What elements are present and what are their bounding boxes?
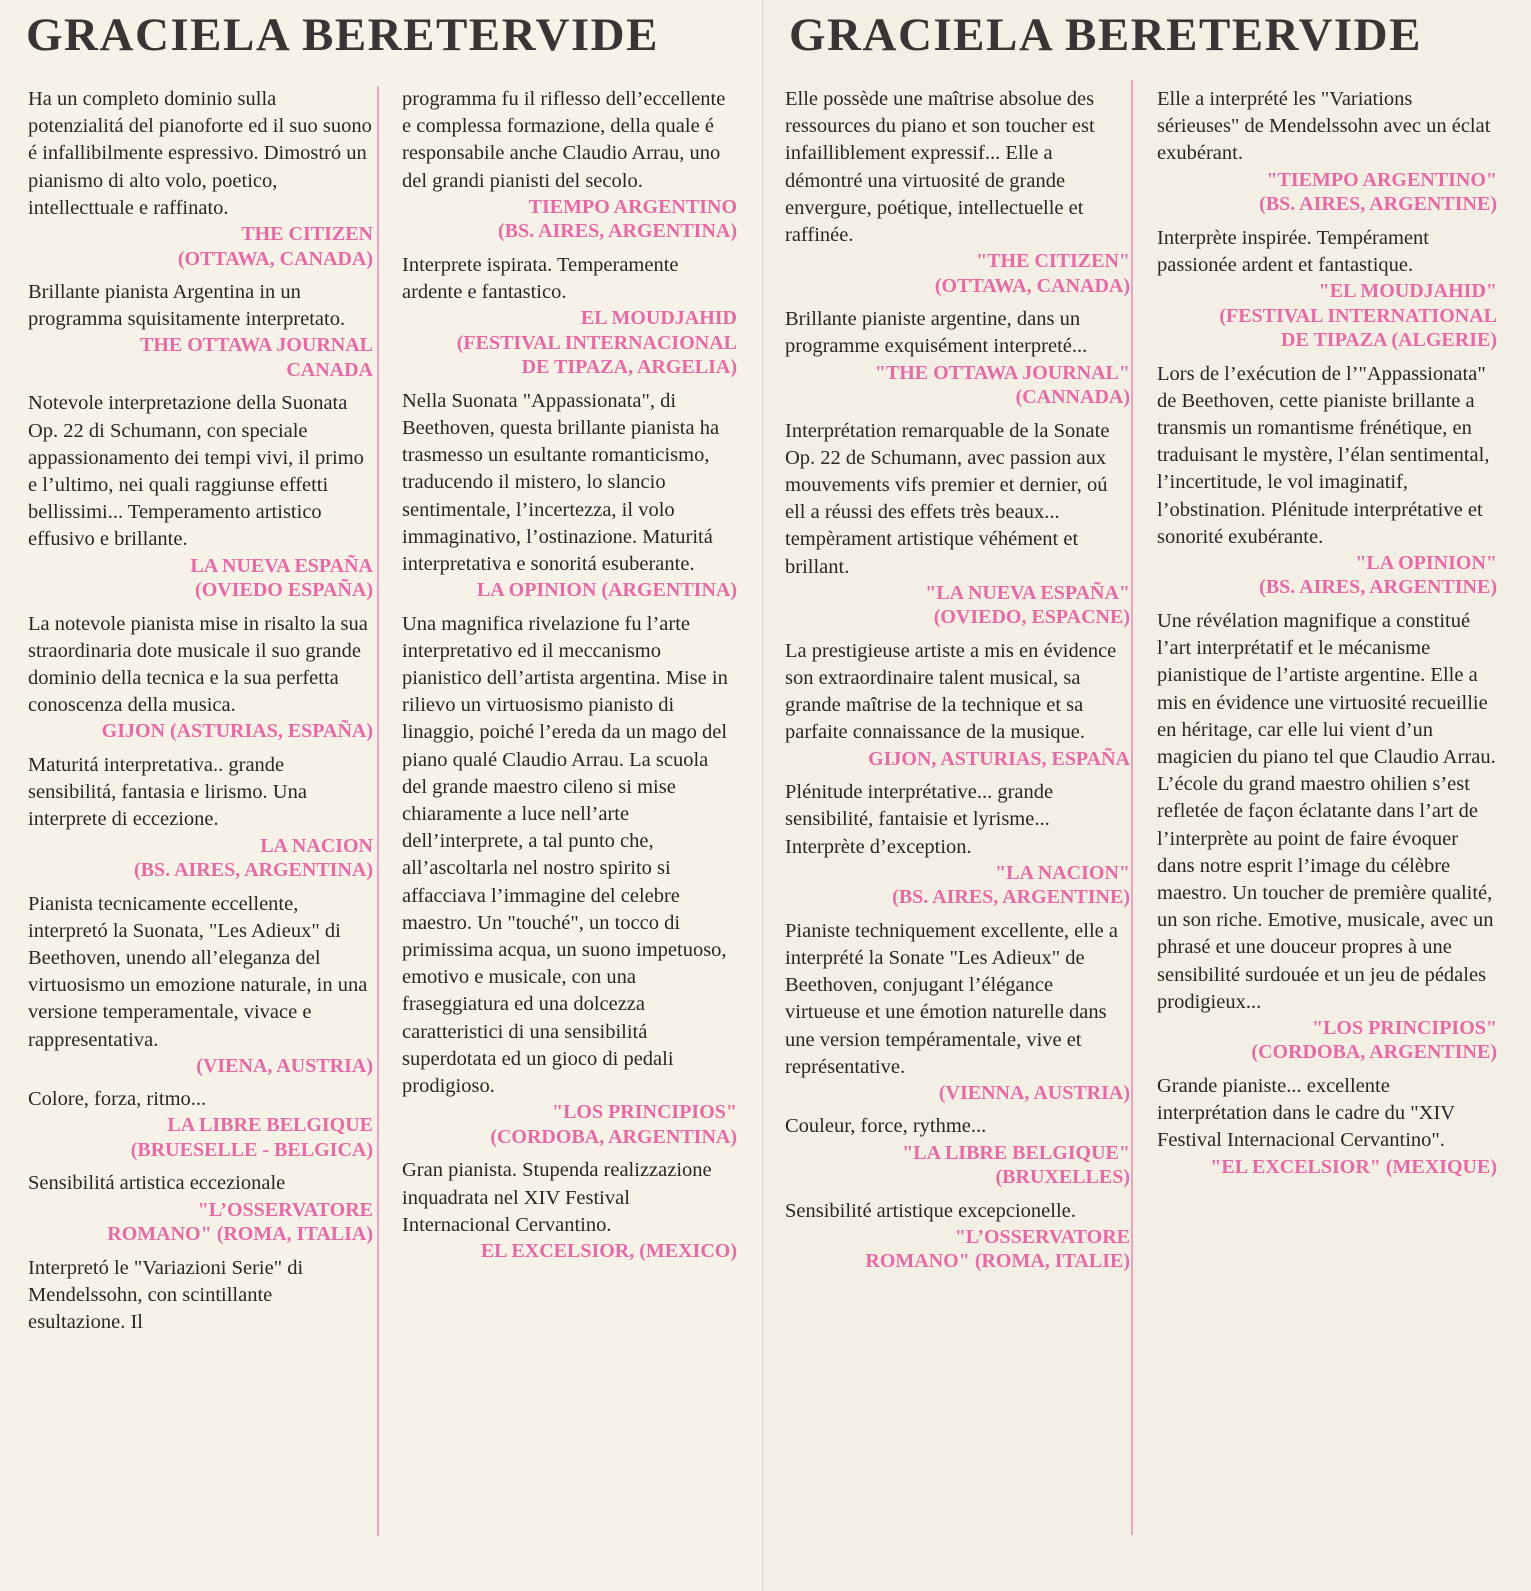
review-quote: La notevole pianista mise in risalto la sua straordinaria dote musicale il suo grande dominio della tecnica e la sua perfetta conoscenza della musica. (28, 612, 368, 717)
review-entry (28, 1255, 373, 1337)
review-entry (1157, 1073, 1497, 1179)
review-quote: Sensibilitá artistica eccezionale (28, 1172, 286, 1195)
source-line: (FESTIVAL INTERNATIONAL (1219, 304, 1497, 327)
review-entry (785, 86, 1130, 298)
review-quote: Couleur, force, rythme... (785, 1115, 987, 1138)
review-source (785, 1225, 1130, 1274)
review-source (402, 306, 737, 380)
review-source (785, 861, 1130, 910)
review-entry (28, 752, 373, 883)
review-source (28, 333, 373, 382)
source-line: "TIEMPO ARGENTINO" (1266, 168, 1497, 191)
review-source (1157, 551, 1497, 600)
source-line: (VIENA, AUSTRIA) (196, 1054, 373, 1077)
review-source (785, 361, 1130, 410)
review-quote: La prestigieuse artiste a mis en évidence son extraordinaire talent musical, sa grande maîtrise de la technique et sa parfaite connaissance de la musique. (785, 639, 1117, 744)
review-source (28, 1113, 373, 1162)
source-line: ROMANO" (ROMA, ITALIA) (107, 1223, 373, 1246)
review-entry (28, 611, 373, 744)
source-line: EL EXCELSIOR, (MEXICO) (480, 1239, 737, 1262)
review-quote: Colore, forza, ritmo... (28, 1088, 207, 1111)
review-source (402, 1100, 737, 1149)
review-source (402, 1239, 737, 1264)
review-entry (28, 279, 373, 382)
source-line: "EL EXCELSIOR" (MEXIQUE) (1210, 1155, 1497, 1178)
source-line: "THE OTTAWA JOURNAL" (874, 361, 1130, 384)
source-line: "LA OPINION" (1355, 551, 1497, 574)
review-column-1 (28, 86, 373, 1336)
source-line: (CORDOBA, ARGENTINA) (490, 1125, 737, 1148)
source-line: LA LIBRE BELGIQUE (167, 1114, 373, 1137)
source-line: "LA LIBRE BELGIQUE" (902, 1141, 1130, 1164)
review-entry (785, 306, 1130, 409)
review-entry (785, 638, 1130, 771)
review-quote: Une révélation magnifique a constitué l’art interprétatif et le mécanisme pianistique de l’artiste argentine. Elle a mis en évidence une virtuosité recueillie en héritage, car elle lui vient d’un magicien du piano tel que Claudio Arrau. L’école du grand maestro ohilien s’est refletée de façon éclatante dans l’art de l’interprète au point de faire évoquer dans notre esprit l’image du célèbre maestro. Un toucher de première qualité, un son riche. Emotive, musicale, avec un phrasé et une douceur propres à une sensibilité surdouée et un jeu de pédales prodigieux... (1157, 609, 1496, 1013)
review-entry (402, 388, 737, 603)
source-line: "LOS PRINCIPIOS" (551, 1101, 737, 1124)
review-quote: Brillante pianista Argentina in un programma squisitamente interpretato. (28, 281, 346, 331)
source-line: DE TIPAZA, ARGELIA) (521, 356, 737, 379)
source-line: ROMANO" (ROMA, ITALIE) (865, 1250, 1130, 1273)
source-line: (BS. AIRES, ARGENTINE) (892, 886, 1130, 909)
review-source (28, 1054, 373, 1079)
source-line: "L’OSSERVATORE (197, 1198, 373, 1221)
review-source (785, 1081, 1130, 1106)
review-entry (28, 86, 373, 271)
review-quote: programma fu il riflesso dell’eccellente e complessa formazione, della quale é responsabile anche Claudio Arrau, uno del grandi pianisti del secolo. (402, 88, 726, 192)
review-quote: Lors de l’exécution de l’"Appassionata" de Beethoven, cette pianiste brillante a transmis un romantisme frénétique, en traduisant le mystère, l’élan sentimental, l’incertitude, le vol imaginatif, l’obstination. Plénitude interprétative et sonorité exubérante. (1157, 362, 1490, 548)
review-source (402, 195, 737, 244)
review-source (785, 581, 1130, 630)
source-line: (BS. AIRES, ARGENTINA) (134, 859, 373, 882)
review-entry (785, 418, 1130, 630)
source-line: GIJON, ASTURIAS, ESPAÑA (868, 747, 1130, 770)
source-line: (FESTIVAL INTERNACIONAL (456, 331, 737, 354)
review-source (402, 578, 737, 603)
review-source (28, 222, 373, 271)
review-source (1157, 279, 1497, 353)
review-quote: Notevole interpretazione della Suonata Op. 22 di Schumann, con speciale appassionamento dei tempi vivi, il primo e l’ultimo, nei quali raggiunse effetti bellissimi... Temperamento artistico effusivo e brillante. (28, 392, 364, 551)
review-column-2 (402, 86, 737, 1271)
source-line: (BRUXELLES) (995, 1166, 1130, 1189)
source-line: (VIENNA, AUSTRIA) (938, 1081, 1130, 1104)
source-line: (OVIEDO, ESPACNE) (933, 606, 1130, 629)
review-source (28, 834, 373, 883)
review-entry (785, 1198, 1130, 1274)
review-source (785, 249, 1130, 298)
source-line: LA OPINION (ARGENTINA) (476, 579, 737, 602)
source-line: "L’OSSERVATORE (954, 1225, 1130, 1248)
review-quote: Sensibilité artistique excepcionelle. (785, 1199, 1076, 1222)
review-entry (28, 891, 373, 1079)
italian-panel (0, 0, 762, 1591)
review-quote: Grande pianiste... excellente interprétation dans le cadre du "XIV Festival Internacional Cervantino". (1157, 1074, 1455, 1152)
source-line: EL MOUDJAHID (580, 307, 737, 330)
review-quote: Elle possède une maîtrise absolue des ressources du piano et son toucher est infailliblement expressif... Elle a démontré una virtuosité de grande envergure, poétique, intellectuelle et raffinée. (785, 88, 1095, 247)
source-line: TIEMPO ARGENTINO (528, 195, 737, 218)
source-line: GIJON (ASTURIAS, ESPAÑA) (101, 720, 373, 743)
review-quote: Maturitá interpretativa.. grande sensibilitá, fantasia e lirismo. Una interprete di eccezione. (28, 753, 307, 831)
review-source (785, 747, 1130, 772)
review-quote: Nella Suonata "Appassionata", di Beethoven, questa brillante pianista ha trasmesso un esultante romanticismo, traducendo il mistero, lo slancio sentimentale, l’incertezza, il volo immaginativo, l’ostinazione. Maturitá interpretativa e sonoritá esuberante. (402, 389, 720, 575)
source-line: "THE CITIZEN" (976, 250, 1130, 273)
review-source (1157, 1016, 1497, 1065)
review-quote: Pianiste techniquement excellente, elle a interprété la Sonate "Les Adieux" de Beethoven, conjugant l’élégance virtueuse et une émotion naturelle dans une version tempéramentale, vive et représentative. (785, 919, 1118, 1078)
source-line: THE OTTAWA JOURNAL (139, 334, 373, 357)
review-quote: Elle a interprété les "Variations sérieuses" de Mendelssohn avec un éclat exubérant. (1157, 88, 1491, 165)
source-line: (BS. AIRES, ARGENTINE) (1259, 193, 1497, 216)
review-entry (1157, 225, 1497, 353)
review-entry (402, 252, 737, 380)
review-entry (1157, 86, 1497, 217)
review-entry (1157, 361, 1497, 600)
source-line: CANADA (286, 358, 373, 381)
review-entry (402, 86, 737, 244)
page-title: GRACIELA BERETERVIDE (26, 9, 659, 61)
review-entry (402, 1157, 737, 1263)
source-line: (BS. AIRES, ARGENTINA) (498, 220, 737, 243)
review-entry (785, 918, 1130, 1106)
source-line: (CORDOBA, ARGENTINE) (1251, 1041, 1497, 1064)
source-line: "EL MOUDJAHID" (1318, 280, 1497, 303)
column-divider (377, 86, 379, 1536)
source-line: (OVIEDO ESPAÑA) (195, 579, 373, 602)
review-entry (1157, 608, 1497, 1065)
review-column-3 (785, 86, 1130, 1282)
review-quote: Interprete ispirata. Temperamente ardente e fantastico. (402, 253, 679, 304)
review-entry (28, 1170, 373, 1246)
review-quote: Interprétation remarquable de la Sonate Op. 22 de Schumann, avec passion aux mouvements vifs premier et dernier, oú ell a réussi des effets très beaux... tempèrament artistique véhément et brillant. (785, 419, 1110, 578)
review-quote: Ha un completo dominio sulla potenzialitá del pianoforte ed il suo suono é infallibilmente espressivo. Dimostró un pianismo di alto volo, poetico, intellecttuale e raffinato. (28, 88, 372, 219)
source-line: (OTTAWA, CANADA) (177, 247, 373, 270)
review-source (785, 1141, 1130, 1190)
source-line: LA NUEVA ESPAÑA (190, 554, 373, 577)
review-entry (785, 1113, 1130, 1189)
review-entry (402, 611, 737, 1150)
review-column-4 (1157, 86, 1497, 1187)
source-line: "LA NACION" (995, 861, 1130, 884)
source-line: LA NACION (260, 834, 373, 857)
source-line: DE TIPAZA (ALGERIE) (1281, 329, 1497, 352)
source-line: (BS. AIRES, ARGENTINE) (1259, 576, 1497, 599)
review-quote: Interprète inspirée. Tempérament passionée ardent et fantastique. (1157, 226, 1429, 276)
review-quote: Pianista tecnicamente eccellente, interpretó la Suonata, "Les Adieux" di Beethoven, unendo all’eleganza del virtuosismo un emozione naturale, in una versione temperamentale, vivace e rappresentativa. (28, 892, 368, 1051)
source-line: (OTTAWA, CANADA) (934, 274, 1130, 297)
review-quote: Gran pianista. Stupenda realizzazione inquadrata nel XIV Festival Internacional Cervantino. (402, 1159, 712, 1236)
source-line: (BRUESELLE - BELGICA) (130, 1138, 373, 1161)
source-line: "LA NUEVA ESPAÑA" (925, 581, 1130, 604)
review-source (28, 719, 373, 744)
page-title: GRACIELA BERETERVIDE (789, 9, 1422, 61)
review-source (28, 1198, 373, 1247)
review-quote: Interpretó le "Variazioni Serie" di Mendelssohn, con scintillante esultazione. Il (28, 1256, 304, 1334)
review-source (1157, 168, 1497, 217)
column-divider (1131, 80, 1133, 1535)
review-quote: Plénitude interprétative... grande sensibilité, fantaisie et lyrisme... Interprète d’exception. (785, 781, 1054, 858)
source-line: (CANNADA) (1015, 386, 1130, 409)
review-quote: Una magnifica rivelazione fu l’arte interpretativo ed il meccanismo pianistico dell’artista argentina. Mise in rilievo un virtuosismo pianisto di linaggio, poiché l’ereda da un mago del piano qualé Claudio Arrau. La scuola del grande maestro cileno si mise chiaramente a luce nell’arte dell’interprete, a tal punto che, all’ascoltarla nel nostro spirito si affacciava l’immagine del celebre maestro. Un "touché", un tocco di primissima acqua, un suono impetuoso, emotivo e musicale, con una fraseggiatura ed una dolcezza caratteristici di una sensibilitá superdotata ed un gioco di pedali prodigioso. (402, 612, 728, 1098)
review-source (1157, 1155, 1497, 1180)
review-quote: Brillante pianiste argentine, dans un programme exquisément interpreté... (785, 308, 1088, 358)
review-entry (785, 779, 1130, 910)
review-source (28, 554, 373, 603)
source-line: THE CITIZEN (241, 223, 373, 246)
review-entry (28, 1086, 373, 1162)
source-line: "LOS PRINCIPIOS" (1311, 1016, 1497, 1039)
review-entry (28, 390, 373, 602)
french-panel (762, 0, 1531, 1591)
